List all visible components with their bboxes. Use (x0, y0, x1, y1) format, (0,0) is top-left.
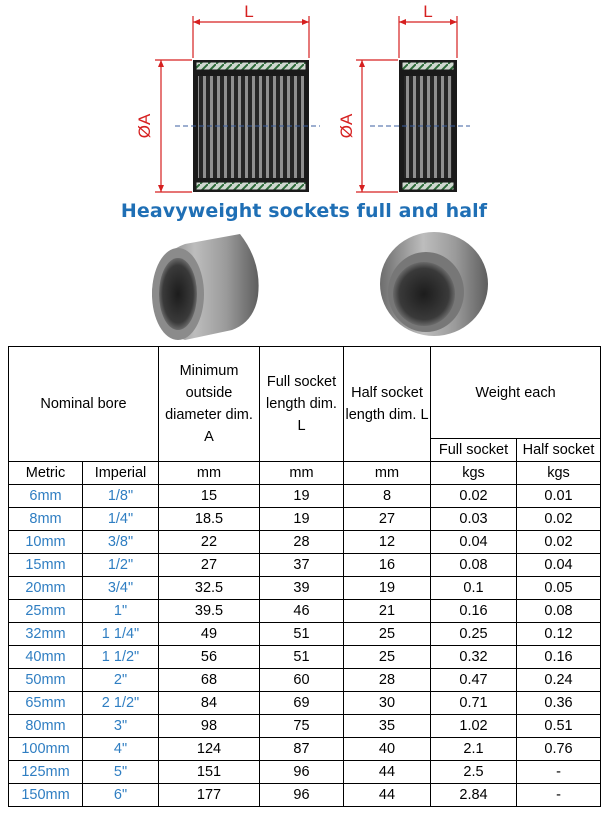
table-row (9, 784, 601, 807)
full-length-cell: 51 (260, 623, 344, 646)
table-row (9, 715, 601, 738)
half-length-cell: 27 (344, 508, 431, 531)
metric-cell[interactable]: 40mm (9, 646, 83, 669)
imperial-unit: Imperial (83, 462, 159, 485)
full-socket-photo (152, 234, 259, 340)
weight-full-cell: 1.02 (431, 715, 517, 738)
table-row (9, 761, 601, 784)
weight-full-cell: 0.08 (431, 554, 517, 577)
table-row (9, 738, 601, 761)
full-length-cell: 75 (260, 715, 344, 738)
half-length-cell: 19 (344, 577, 431, 600)
weight-half-cell: 0.04 (517, 554, 601, 577)
full-length-cell: 19 (260, 485, 344, 508)
table-row (9, 600, 601, 623)
half-diameter-label: ØA (337, 113, 356, 139)
weight-full-cell: 2.5 (431, 761, 517, 784)
weight-half-cell: 0.76 (517, 738, 601, 761)
metric-cell[interactable]: 150mm (9, 784, 83, 807)
weight-half-unit: kgs (517, 462, 601, 485)
full-length-label: L (244, 2, 254, 21)
weight-half-cell: 0.12 (517, 623, 601, 646)
half-length-header: Half socket length dim. L (344, 347, 431, 462)
imperial-cell[interactable]: 1/8" (83, 485, 159, 508)
table-row (9, 646, 601, 669)
od-cell: 27 (159, 554, 260, 577)
od-cell: 68 (159, 669, 260, 692)
half-length-cell: 16 (344, 554, 431, 577)
imperial-cell[interactable]: 1/4" (83, 508, 159, 531)
weight-full-cell: 0.25 (431, 623, 517, 646)
imperial-cell[interactable]: 4" (83, 738, 159, 761)
weight-full-cell: 0.02 (431, 485, 517, 508)
weight-half-cell: 0.36 (517, 692, 601, 715)
od-cell: 84 (159, 692, 260, 715)
metric-cell[interactable]: 50mm (9, 669, 83, 692)
weight-half-cell: 0.01 (517, 485, 601, 508)
table-row (9, 692, 601, 715)
weight-half-cell: - (517, 761, 601, 784)
full-length-cell: 60 (260, 669, 344, 692)
full-length-cell: 39 (260, 577, 344, 600)
od-cell: 32.5 (159, 577, 260, 600)
full-length-cell: 46 (260, 600, 344, 623)
imperial-cell[interactable]: 2 1/2" (83, 692, 159, 715)
od-cell: 22 (159, 531, 260, 554)
half-length-cell: 40 (344, 738, 431, 761)
page-title: Heavyweight sockets full and half (120, 200, 488, 222)
full-diameter-label: ØA (135, 113, 154, 139)
metric-cell[interactable]: 100mm (9, 738, 83, 761)
metric-cell[interactable]: 10mm (9, 531, 83, 554)
od-cell: 177 (159, 784, 260, 807)
full-length-cell: 96 (260, 761, 344, 784)
table-row (9, 669, 601, 692)
full-length-cell: 37 (260, 554, 344, 577)
metric-cell[interactable]: 8mm (9, 508, 83, 531)
weight-full-cell: 0.16 (431, 600, 517, 623)
half-length-cell: 21 (344, 600, 431, 623)
imperial-cell[interactable]: 1/2" (83, 554, 159, 577)
weight-half-cell: 0.05 (517, 577, 601, 600)
full-length-cell: 51 (260, 646, 344, 669)
half-length-cell: 30 (344, 692, 431, 715)
table-row (9, 623, 601, 646)
weight-half-cell: 0.24 (517, 669, 601, 692)
weight-full-cell: 0.1 (431, 577, 517, 600)
min-od-header: Minimum outside diameter dim. A (159, 347, 260, 462)
od-cell: 18.5 (159, 508, 260, 531)
socket-spec-table (8, 346, 601, 807)
metric-cell[interactable]: 20mm (9, 577, 83, 600)
half-length-label: L (423, 2, 433, 21)
imperial-cell[interactable]: 1 1/2" (83, 646, 159, 669)
half-length-cell: 12 (344, 531, 431, 554)
imperial-cell[interactable]: 3/4" (83, 577, 159, 600)
imperial-cell[interactable]: 3/8" (83, 531, 159, 554)
socket-dimension-drawing (0, 0, 608, 200)
weight-full-cell: 0.04 (431, 531, 517, 554)
half-length-cell: 28 (344, 669, 431, 692)
half-length-unit: mm (344, 462, 431, 485)
half-length-cell: 44 (344, 784, 431, 807)
metric-cell[interactable]: 32mm (9, 623, 83, 646)
weight-full-unit: kgs (431, 462, 517, 485)
metric-unit: Metric (9, 462, 83, 485)
metric-cell[interactable]: 6mm (9, 485, 83, 508)
half-length-cell: 25 (344, 646, 431, 669)
table-row (9, 508, 601, 531)
imperial-cell[interactable]: 3" (83, 715, 159, 738)
weight-half-cell: 0.51 (517, 715, 601, 738)
weight-half-cell: 0.02 (517, 508, 601, 531)
imperial-cell[interactable]: 2" (83, 669, 159, 692)
half-socket-photo (380, 232, 488, 336)
weight-half-cell: 0.08 (517, 600, 601, 623)
full-socket-drawing (155, 16, 320, 192)
full-length-unit: mm (260, 462, 344, 485)
od-cell: 124 (159, 738, 260, 761)
socket-photos (0, 226, 608, 346)
weight-full-cell: 0.32 (431, 646, 517, 669)
weight-half-cell: 0.02 (517, 531, 601, 554)
half-length-cell: 35 (344, 715, 431, 738)
imperial-cell[interactable]: 6" (83, 784, 159, 807)
table-row (9, 485, 601, 508)
full-length-cell: 96 (260, 784, 344, 807)
half-socket-header: Half socket (517, 439, 601, 462)
metric-cell[interactable]: 25mm (9, 600, 83, 623)
imperial-cell[interactable]: 1" (83, 600, 159, 623)
weight-full-cell: 2.1 (431, 738, 517, 761)
weight-full-cell: 0.03 (431, 508, 517, 531)
table-row (9, 554, 601, 577)
metric-cell[interactable]: 65mm (9, 692, 83, 715)
weight-full-cell: 2.84 (431, 784, 517, 807)
od-cell: 56 (159, 646, 260, 669)
table-row (9, 577, 601, 600)
half-socket-drawing (356, 16, 470, 192)
half-length-cell: 25 (344, 623, 431, 646)
od-cell: 39.5 (159, 600, 260, 623)
full-length-cell: 28 (260, 531, 344, 554)
od-cell: 98 (159, 715, 260, 738)
od-unit: mm (159, 462, 260, 485)
table-row (9, 531, 601, 554)
od-cell: 49 (159, 623, 260, 646)
metric-cell[interactable]: 15mm (9, 554, 83, 577)
od-cell: 15 (159, 485, 260, 508)
weight-header: Weight each (431, 347, 601, 439)
weight-half-cell: 0.16 (517, 646, 601, 669)
full-socket-header: Full socket (431, 439, 517, 462)
full-length-cell: 19 (260, 508, 344, 531)
metric-cell[interactable]: 125mm (9, 761, 83, 784)
metric-cell[interactable]: 80mm (9, 715, 83, 738)
imperial-cell[interactable]: 5" (83, 761, 159, 784)
weight-full-cell: 0.47 (431, 669, 517, 692)
nominal-bore-header: Nominal bore (9, 347, 159, 462)
weight-half-cell: - (517, 784, 601, 807)
half-length-cell: 44 (344, 761, 431, 784)
full-length-cell: 69 (260, 692, 344, 715)
imperial-cell[interactable]: 1 1/4" (83, 623, 159, 646)
weight-full-cell: 0.71 (431, 692, 517, 715)
od-cell: 151 (159, 761, 260, 784)
half-length-cell: 8 (344, 485, 431, 508)
full-length-header: Full socket length dim. L (260, 347, 344, 462)
full-length-cell: 87 (260, 738, 344, 761)
